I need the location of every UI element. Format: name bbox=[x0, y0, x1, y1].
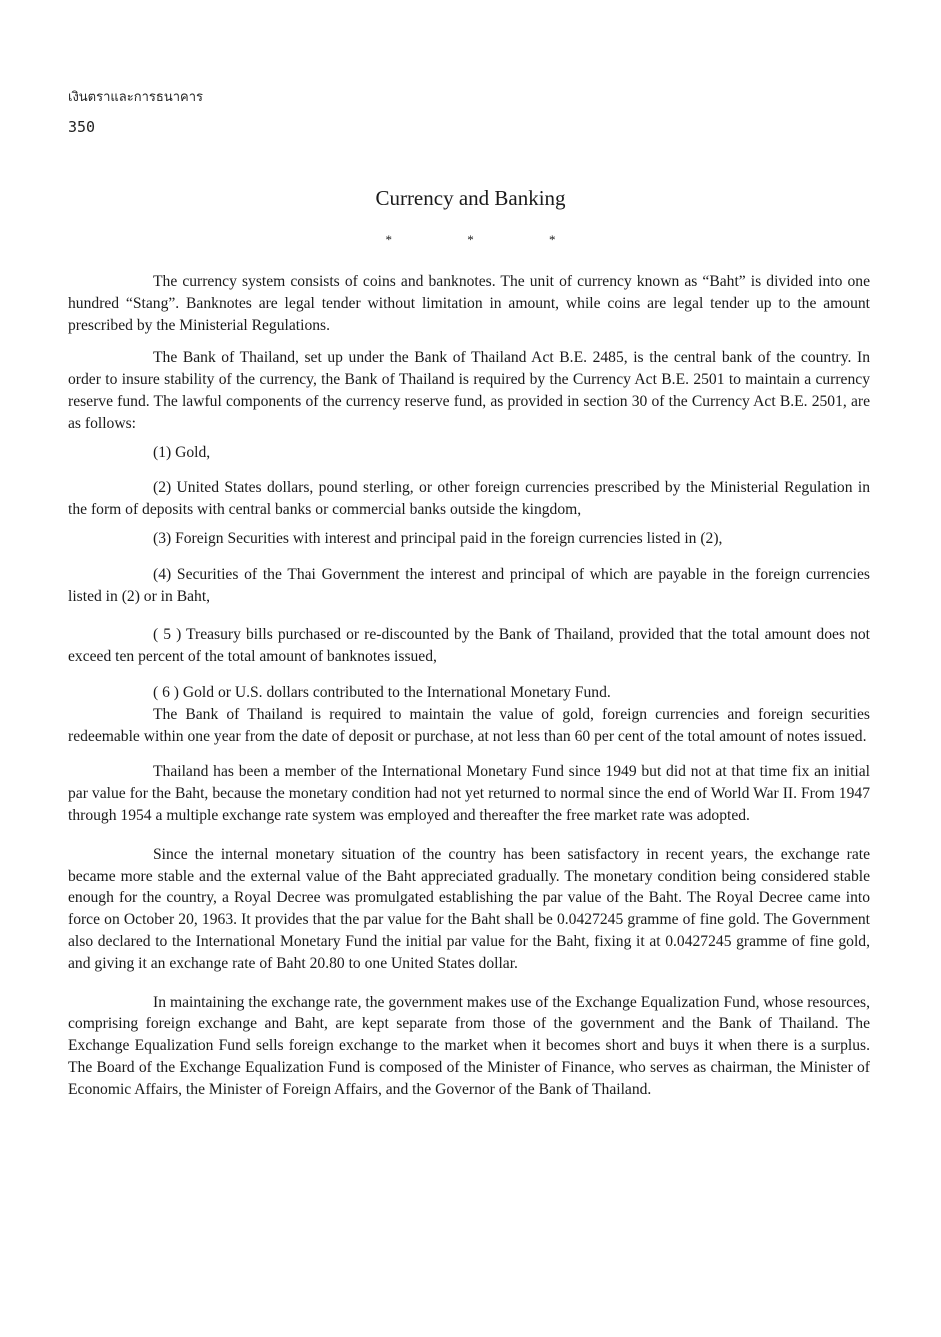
paragraph: In maintaining the exchange rate, the government makes use of the Exchange Equalization Fund, whose resources, comprising foreign exchange and Baht, are kept separate from those of the government and the Bank of Thailand. The Exchange Equalization Fund sells foreign exchange to the market when it becomes short and buys it when there is a surplus. The Board of the Exchange Equalization Fund is composed of the Minister of Finance, who serves as chairman, the Minister of Economic Affairs, the Minister of Foreign Affairs, and the Governor of the Bank of Thailand. bbox=[68, 993, 870, 1098]
running-head: เงินตราและการธนาคาร bbox=[68, 90, 203, 105]
paragraph: Since the internal monetary situation of the country has been satisfactory in recent years, the exchange rate became more stable and the external value of the Baht appreciated gradually. The monetary condition being considered stable enough for the country, a Royal Decree was promulgated establishing the par value of the Baht. The Royal Decree came into force on October 20, 1963. It provides that the par value for the Baht shall be 0.0427245 gramme of fine gold. The Government also declared to the International Monetary Fund the initial par value for the Baht, fixing it at 0.0427245 gramme of fine gold, and giving it an exchange rate of Baht 20.80 to one United States dollar. bbox=[68, 845, 870, 972]
page-number: 350 bbox=[68, 118, 96, 136]
list-item: (3) Foreign Securities with interest and principal paid in the foreign currencies listed in (2), bbox=[153, 529, 723, 547]
paragraph: The currency system consists of coins and banknotes. The unit of currency known as “Baht” is divided into one hundred “Stang”. Banknotes are legal tender without limitation in amount, while coins are legal tender up to the amount prescribed by the Ministerial Regulations. bbox=[68, 273, 870, 334]
list-item: ( 6 ) Gold or U.S. dollars contributed to the International Monetary Fund. bbox=[153, 683, 611, 701]
list-item: (1) Gold, bbox=[153, 443, 211, 461]
list-item: ( 5 ) Treasury bills purchased or re-discounted by the Bank of Thailand, provided that the total amount does not exceed ten percent of the total amount of banknotes issued, bbox=[68, 626, 870, 666]
paragraph: The Bank of Thailand, set up under the Bank of Thailand Act B.E. 2485, is the central bank of the country. In order to insure stability of the currency, the Bank of Thailand is required by the Currency Act B.E. 2501 to maintain a currency reserve fund. The lawful components of the currency reserve fund, as provided in section 30 of the Currency Act B.E. 2501, are as follows: bbox=[68, 349, 870, 432]
paragraph: The Bank of Thailand is required to maintain the value of gold, foreign currencies and foreign securities redeemable within one year from the date of deposit or purchase, at not less than 60 per cent of the total amount of notes issued. bbox=[68, 705, 870, 745]
page-title: Currency and Banking bbox=[375, 186, 566, 210]
paragraph: Thailand has been a member of the International Monetary Fund since 1949 but did not at that time fix an initial par value for the Baht, because the monetary condition had not yet returned to normal since the end of World War II. From 1947 through 1954 a multiple exchange rate system was employed and thereafter the free market rate was adopted. bbox=[68, 763, 870, 824]
article-body bbox=[68, 271, 870, 1101]
list-item: (4) Securities of the Thai Government the interest and principal of which are payable in the foreign currencies listed in (2) or in Baht, bbox=[68, 565, 870, 605]
section-separator: * * * bbox=[385, 232, 592, 247]
list-item: (2) United States dollars, pound sterling, or other foreign currencies prescribed by the Ministerial Regulation in the form of deposits with central banks or commercial banks outside the kingdom, bbox=[68, 479, 870, 519]
